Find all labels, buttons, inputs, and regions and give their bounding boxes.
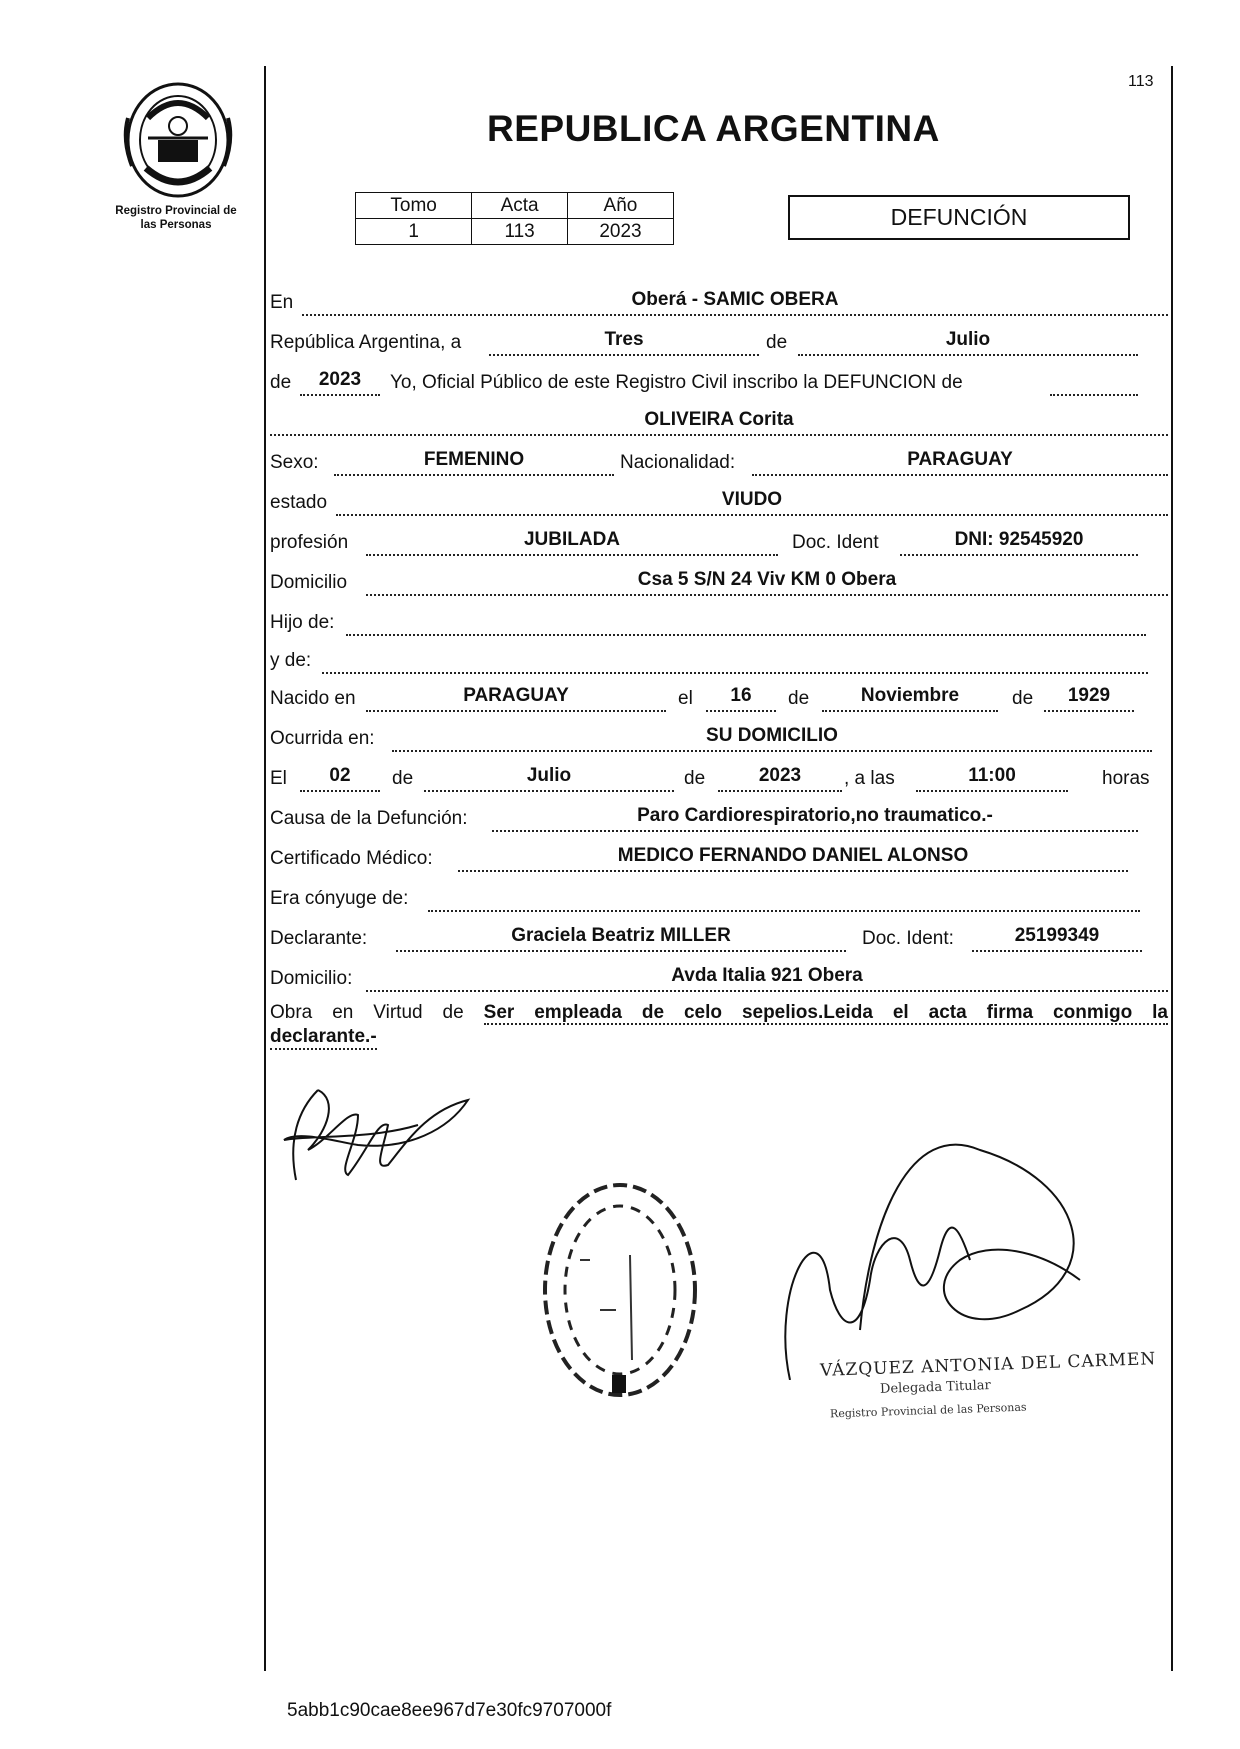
doc-ident-declarant-label: Doc. Ident: (862, 928, 954, 949)
a-las-label: , a las (844, 768, 895, 789)
nacionalidad-label: Nacionalidad: (620, 452, 736, 473)
document-type-box (788, 195, 1130, 240)
conyuge-label: Era cónyuge de: (270, 888, 409, 909)
sexo-label: Sexo: (270, 452, 319, 473)
virtue-text-2: declarante.- (270, 1026, 377, 1050)
official-office: Registro Provincial de las Personas (829, 1400, 1027, 1421)
de-year-label: de (270, 372, 292, 393)
declarant-doc-field: 25199349 (972, 924, 1142, 952)
place-field: Oberá - SAMIC OBERA (302, 288, 1168, 316)
nacido-en-label: Nacido en (270, 688, 356, 709)
birth-year-field: 1929 (1044, 684, 1134, 712)
death-month-field: Julio (424, 764, 674, 792)
profession-field: JUBILADA (366, 528, 778, 556)
spouse-field (428, 884, 1140, 912)
reference-header-row (356, 193, 674, 219)
official-role: Delegada Titular (879, 1378, 992, 1397)
physician-field: MEDICO FERNANDO DANIEL ALONSO (458, 844, 1128, 872)
nationality-field: PARAGUAY (752, 448, 1168, 476)
provincial-seal-logo (118, 78, 238, 198)
de-death-month-label: de (392, 768, 414, 789)
declarant-address-field: Avda Italia 921 Obera (366, 964, 1168, 992)
official-stamp (520, 1160, 720, 1425)
horas-label: horas (1102, 768, 1150, 789)
reference-table (355, 192, 674, 245)
anio-header: Año (567, 193, 673, 219)
el-label: el (678, 688, 693, 709)
address-field: Csa 5 S/N 24 Viv KM 0 Obera (366, 568, 1168, 596)
domicilio-declarant-label: Domicilio: (270, 968, 353, 989)
hijo-de-label: Hijo de: (270, 612, 335, 633)
page-number: 113 (1128, 73, 1154, 90)
declarant-field: Graciela Beatriz MILLER (396, 924, 846, 952)
virtue-line-1 (270, 1000, 1168, 1025)
doc-field: DNI: 92545920 (900, 528, 1138, 556)
official-signature (780, 1140, 1120, 1385)
el-death-label: El (270, 768, 287, 789)
deceased-name-field: OLIVEIRA Corita (270, 408, 1168, 436)
death-day-field: 02 (300, 764, 380, 792)
de-label: de (766, 332, 788, 353)
father-field (346, 608, 1146, 636)
profesion-label: profesión (270, 532, 349, 553)
death-place-field: SU DOMICILIO (392, 724, 1152, 752)
acta-header: Acta (472, 193, 568, 219)
obra-en-virtud-label: Obra en Virtud de (270, 1002, 464, 1023)
tomo-header: Tomo (356, 193, 472, 219)
right-margin-line (1171, 66, 1173, 1671)
certificado-label: Certificado Médico: (270, 848, 433, 869)
mother-field (322, 646, 1148, 674)
y-de-label: y de: (270, 650, 312, 671)
registry-name: Registro Provincial de las Personas (115, 205, 237, 231)
anio-value: 2023 (567, 219, 673, 245)
acta-value: 113 (472, 219, 568, 245)
left-margin-line (264, 66, 266, 1671)
reference-value-row (356, 219, 674, 245)
month-field: Julio (798, 328, 1138, 356)
causa-label: Causa de la Defunción: (270, 808, 468, 829)
declarant-signature (278, 1070, 478, 1205)
birth-day-field: 16 (706, 684, 776, 712)
doc-ident-label: Doc. Ident (792, 532, 879, 553)
de-death-year-label: de (684, 768, 706, 789)
death-time-field: 11:00 (916, 764, 1068, 792)
year-field: 2023 (300, 368, 380, 396)
official-statement: Yo, Oficial Público de este Registro Civil inscribo la DEFUNCION de (390, 372, 963, 393)
tomo-value: 1 (356, 219, 472, 245)
death-year-field: 2023 (718, 764, 842, 792)
de-birth-year-label: de (1012, 688, 1034, 709)
virtue-text-1: Ser empleada de celo sepelios.Leida el acta firma conmigo la (483, 1002, 1169, 1023)
birth-place-field: PARAGUAY (366, 684, 666, 712)
domicilio-label: Domicilio (270, 572, 348, 593)
de-birth-month-label: de (788, 688, 810, 709)
civil-status-field: VIUDO (336, 488, 1168, 516)
official-name: VÁZQUEZ ANTONIA DEL CARMEN (819, 1349, 1157, 1381)
sex-field: FEMENINO (334, 448, 614, 476)
estado-label: estado (270, 492, 328, 513)
document-type: DEFUNCIÓN (890, 204, 1028, 230)
republica-label: República Argentina, a (270, 332, 462, 353)
birth-month-field: Noviembre (822, 684, 998, 712)
ocurrida-en-label: Ocurrida en: (270, 728, 375, 749)
document-hash: 5abb1c90cae8ee967d7e30fc9707000f (287, 1700, 612, 1721)
day-text-field: Tres (489, 328, 759, 356)
en-label: En (270, 292, 294, 313)
statement-dots (1050, 368, 1138, 396)
cause-field: Paro Cardiorespiratorio,no traumatico.- (492, 804, 1138, 832)
declarante-label: Declarante: (270, 928, 368, 949)
page-title: REPUBLICA ARGENTINA (487, 108, 940, 149)
